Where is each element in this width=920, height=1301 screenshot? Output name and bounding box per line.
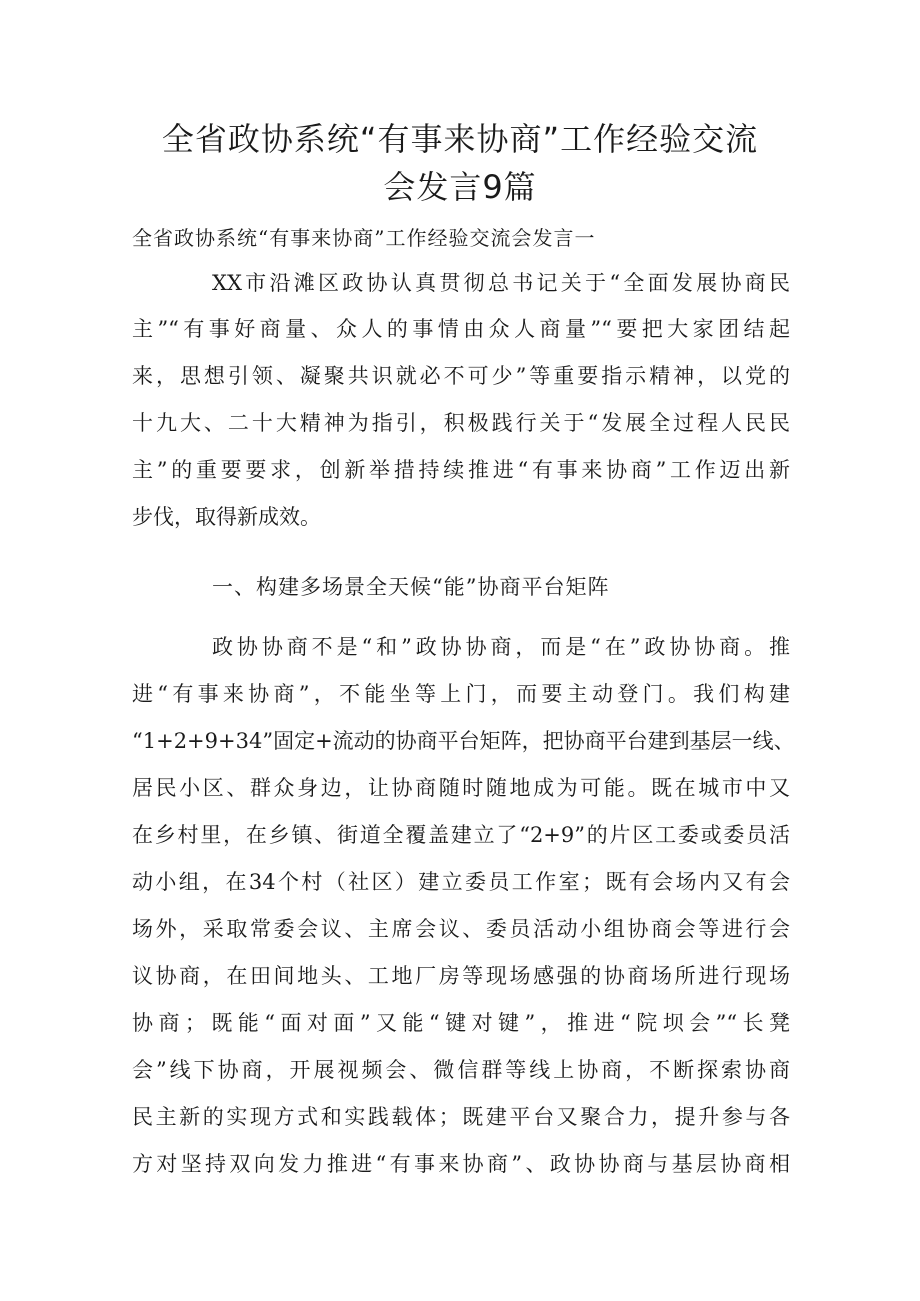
- paragraph-line: 政协协商不是“和”政协协商，而是“在”政协协商。推: [212, 635, 790, 659]
- paragraph-line: 方对坚持双向发力推进“有事来协商”、政协协商与基层协商相: [132, 1152, 790, 1176]
- paragraph-line: “1+2+9+34”固定+流动的协商平台矩阵，把协商平台建到基层一线、: [132, 729, 795, 753]
- paragraph-line: 来，思想引领、凝聚共识就必不可少”等重要指示精神，以党的: [132, 364, 790, 388]
- paragraph-line: XX市沿滩区政协认真贯彻总书记关于“全面发展协商民: [212, 271, 790, 295]
- section-subtitle: 全省政协系统“有事来协商”工作经验交流会发言一: [132, 226, 596, 250]
- document-title-line-2: 会发言9篇: [383, 168, 537, 206]
- paragraph-line: 步伐，取得新成效。: [132, 505, 321, 529]
- paragraph-line: 协商；既能“面对面”又能“键对键”，推进“院坝会”“长凳: [132, 1011, 790, 1035]
- paragraph-line: 会”线下协商，开展视频会、微信群等线上协商，不断探索协商: [132, 1058, 790, 1082]
- paragraph-line: 进“有事来协商”，不能坐等上门，而要主动登门。我们构建: [132, 682, 790, 706]
- paragraph-line: 主”“有事好商量、众人的事情由众人商量”“要把大家团结起: [132, 317, 790, 341]
- paragraph-line: 民主新的实现方式和实践载体；既建平台又聚合力，提升参与各: [132, 1105, 790, 1129]
- paragraph-line: 场外，采取常委会议、主席会议、委员活动小组协商会等进行会: [132, 917, 790, 941]
- paragraph-line: 十九大、二十大精神为指引，积极践行关于“发展全过程人民民: [132, 411, 790, 435]
- document-title-line-1: 全省政协系统“有事来协商”工作经验交流: [161, 120, 759, 158]
- paragraph-line: 在乡村里，在乡镇、街道全覆盖建立了“2+9”的片区工委或委员活: [132, 823, 790, 847]
- paragraph-line: 主”的重要要求，创新举措持续推进“有事来协商”工作迈出新: [132, 458, 790, 482]
- paragraph-line: 动小组，在34个村（社区）建立委员工作室；既有会场内又有会: [132, 870, 790, 894]
- paragraph-line: 居民小区、群众身边，让协商随时随地成为可能。既在城市中又: [132, 776, 790, 800]
- section-heading-1: 一、构建多场景全天候“能”协商平台矩阵: [212, 575, 610, 599]
- paragraph-line: 议协商，在田间地头、工地厂房等现场感强的协商场所进行现场: [132, 964, 790, 988]
